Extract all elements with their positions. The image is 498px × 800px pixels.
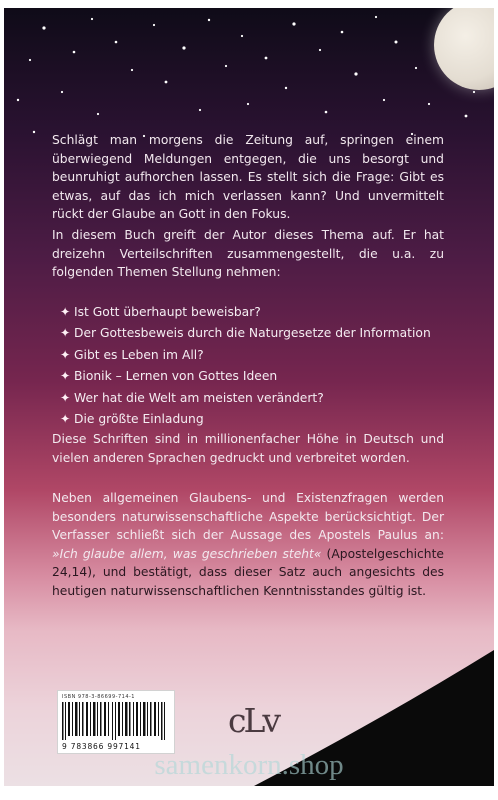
intro-paragraph: Schlägt man morgens die Zeitung auf, springen einem überwiegend Meldungen entgegen, die uns besorgt und beunruhigt aufhorchen lassen. Es stellt sich die Frage: Gibt es etwas, auf das ich mich verlassen kann? Und unvermittelt rückt der Glaube an Gott in den Fokus. xyxy=(52,133,444,222)
star-bullet-icon: ✦ xyxy=(60,390,71,405)
book-summary-paragraph: In diesem Buch greift der Autor dieses Thema auf. Er hat dreizehn Verteilschriften zusammengestellt, die u.a. zu folgenden Themen Stellung nehmen: xyxy=(52,228,444,280)
barcode-number: 9 783866 997141 xyxy=(62,742,141,751)
list-item: ✦ Bionik – Lernen von Gottes Ideen xyxy=(60,366,440,387)
list-item: ✦ Gibt es Leben im All? xyxy=(60,345,440,366)
isbn-label: ISBN 978-3-86699-714-1 xyxy=(62,694,135,700)
star-bullet-icon: ✦ xyxy=(60,347,71,362)
barcode-bars xyxy=(62,702,170,740)
star-bullet-icon: ✦ xyxy=(60,326,71,341)
isbn-barcode xyxy=(57,690,175,754)
list-item: ✦ Wer hat die Welt am meisten verändert? xyxy=(60,388,440,409)
distribution-paragraph: Diese Schriften sind in millionenfacher Höhe in Deutsch und vielen anderen Sprachen gedruckt und verbreitet worden. xyxy=(52,432,444,465)
star-bullet-icon: ✦ xyxy=(60,369,71,384)
list-item: ✦ Ist Gott überhaupt beweisbar? xyxy=(60,302,440,323)
science-paragraph: Neben allgemeinen Glaubens- und Existenzfragen werden besonders naturwissenschaftliche Aspekte berücksichtigt. Der Verfasser schließt sich der Aussage des Apostels Paulus an: »Ich glaube allem, was geschrieben steht« (Apostelgeschichte 24,14), und bestätigt, dass dieser Satz auch angesichts des heutigen naturwissenschaftlichen Kenntnisstandes gültig ist. xyxy=(52,491,444,598)
star-bullet-icon: ✦ xyxy=(60,305,71,319)
list-item: ✦ Der Gottesbeweis durch die Naturgesetze der Information xyxy=(60,323,440,344)
list-item: ✦ Die größte Einladung xyxy=(60,409,440,430)
shop-watermark: samenkorn.shop xyxy=(154,749,344,781)
bible-quote: »Ich glaube allem, was geschrieben steht« xyxy=(52,546,322,561)
star-bullet-icon: ✦ xyxy=(60,412,71,427)
topic-list xyxy=(60,302,440,430)
publisher-logo: cLv xyxy=(228,701,279,740)
